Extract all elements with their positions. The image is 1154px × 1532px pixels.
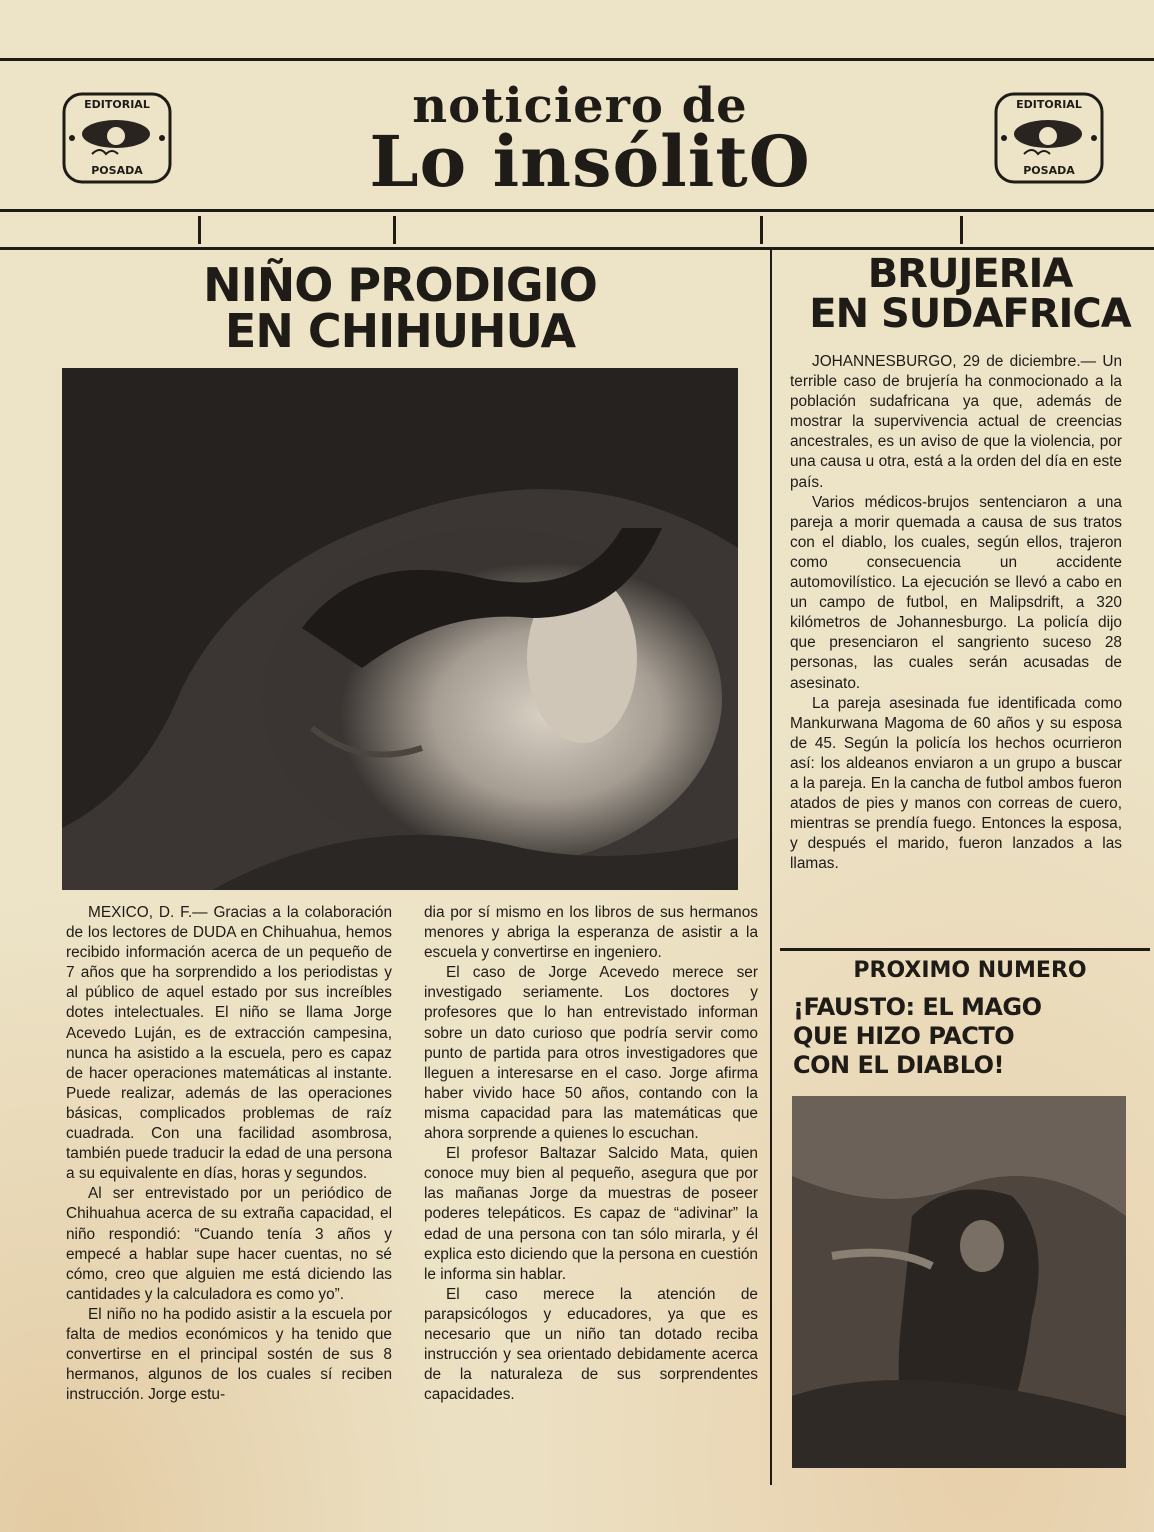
header-rule bbox=[0, 247, 1154, 250]
section-divider bbox=[780, 948, 1150, 951]
boy-portrait-photo bbox=[62, 368, 738, 890]
svg-text:POSADA: POSADA bbox=[1023, 164, 1075, 177]
editorial-posada-logo-left bbox=[58, 82, 176, 190]
masthead-title: Lo insólitO bbox=[369, 120, 811, 203]
paragraph: MEXICO, D. F.— Gracias a la colaboración de los lectores de DUDA en Chihuahua, hemos recibido información acerca de un pequeño de 7 años que ha sorprendido a los periodistas y al público de aquel estado por sus increíbles dotes intelectuales. El niño se llama Jorge Acevedo Luján, es de extracción campesina, nunca ha asistido a la escuela, pero es capaz de hacer operaciones matemáticas al instante. Puede realizar, además de las operaciones básicas, complicados problemas de raíz cuadrada. Con una facilidad asombrosa, también puede traducir la edad de una persona a su equivalente en días, horas y segundos. bbox=[66, 904, 392, 1183]
paragraph: El caso de Jorge Acevedo merece ser investigado seriamente. Los doctores y profesores que lo han entrevistado informan sobre un dato curioso que podría servir como punto de partida para otros investigadores que lleguen a interesarse en el caso. Jorge afirma haber vivido hace 50 años, contando con la misma capacidad para las matemáticas que ahora sorprende a quienes lo escuchan. bbox=[424, 964, 758, 1143]
column-divider bbox=[770, 250, 772, 1485]
masthead-tick bbox=[393, 216, 396, 244]
svg-text:EDITORIAL: EDITORIAL bbox=[1016, 98, 1082, 111]
fausto-illustration-photo bbox=[792, 1096, 1126, 1468]
paragraph: dia por sí mismo en los libros de sus hermanos menores y abriga la esperanza de asistir a la escuela y convertirse en ingeniero. bbox=[424, 904, 758, 962]
side-article-body bbox=[790, 352, 1122, 874]
top-rule bbox=[0, 58, 1154, 61]
masthead-tick bbox=[198, 216, 201, 244]
side-headline-line1: BRUJERIA bbox=[867, 251, 1073, 297]
next-issue-title bbox=[793, 993, 1133, 1080]
masthead-subtitle: noticiero de bbox=[412, 78, 748, 134]
main-headline-line1: NIÑO PRODIGIO bbox=[203, 258, 597, 312]
main-headline-line2: EN CHIHUHUA bbox=[224, 304, 576, 358]
paragraph: Varios médicos-brujos sentenciaron a una pareja a morir quemada a causa de sus tratos con el diablo, los cuales, según ellos, trajeron como consecuencia un accidente automovilístico. La ejecución se llevó a cabo en un campo de futbol, en Malipsdrift, a 320 kilómetros de Johannesburgo. La policía dijo que presenciaron el sangriento suceso 28 personas, las cuales serán acusadas de asesinato. bbox=[790, 493, 1122, 692]
paragraph: El profesor Baltazar Salcido Mata, quien conoce muy bien al pequeño, asegura que por las mañanas Jorge da muestras de poseer poderes telepáticos. Es capaz de “adivinar” la edad de una persona con tan sólo mirarla, y él explica esto diciendo que la persona en cuestión le informa sin hablar. bbox=[424, 1145, 758, 1283]
side-headline bbox=[790, 251, 1150, 337]
main-headline bbox=[60, 258, 740, 358]
side-headline-line2: EN SUDAFRICA bbox=[809, 291, 1131, 337]
masthead-tick bbox=[760, 216, 763, 244]
paragraph: El niño no ha podido asistir a la escuela por falta de medios económicos y ha tenido que convertirse en el principal sostén de sus 8 hermanos, algunos de los cuales sí reciben instrucción. Jorge estu- bbox=[66, 1305, 392, 1404]
next-issue-title-line1: ¡FAUSTO: EL MAGO bbox=[793, 993, 1042, 1021]
next-issue-label: PROXIMO NUMERO bbox=[853, 958, 1087, 983]
main-article-column-1 bbox=[66, 903, 392, 1405]
paragraph: Al ser entrevistado por un periódico de Chihuahua acerca de su extraña capacidad, el niño respondió: “Cuando tenía 3 años y empecé a hablar supe hacer cuentas, no sé cómo, creo que alguien me está diciendo las cantidades y la calculadora es como yo”. bbox=[66, 1185, 392, 1303]
paragraph: El caso merece la atención de parapsicólogos y educadores, ya que es necesario que un niño tan dotado reciba instrucción y sea orientado debidamente acerca de la naturaleza de sus sorprendentes capacidades. bbox=[424, 1285, 758, 1404]
paragraph: La pareja asesinada fue identificada como Mankurwana Magoma de 60 años y su esposa de 45. Según la policía los hechos ocurrieron así: los aldeanos enviaron a un grupo a buscar a la pareja. En la cancha de futbol ambos fueron atados de pies y manos con correas de cuero, mientras se prendía fuego. Entonces la esposa, y después el marido, fueron lanzados a las llamas. bbox=[790, 694, 1122, 873]
next-issue-title-line3: CON EL DIABLO! bbox=[793, 1051, 1005, 1079]
masthead-rule bbox=[0, 209, 1154, 212]
svg-text:POSADA: POSADA bbox=[91, 164, 143, 177]
next-issue-title-line2: QUE HIZO PACTO bbox=[793, 1022, 1015, 1050]
paragraph: JOHANNESBURGO, 29 de diciembre.— Un terrible caso de brujería ha conmocionado a la población sudafricana ya que, además de mostrar la supervivencia actual de creencias ancestrales, es un aviso de que la violencia, por una causa u otra, está a la orden del día en este país. bbox=[790, 353, 1122, 491]
main-article-column-2 bbox=[424, 903, 758, 1405]
editorial-posada-logo-right bbox=[990, 82, 1108, 190]
svg-text:EDITORIAL: EDITORIAL bbox=[84, 98, 150, 111]
masthead-tick bbox=[960, 216, 963, 244]
